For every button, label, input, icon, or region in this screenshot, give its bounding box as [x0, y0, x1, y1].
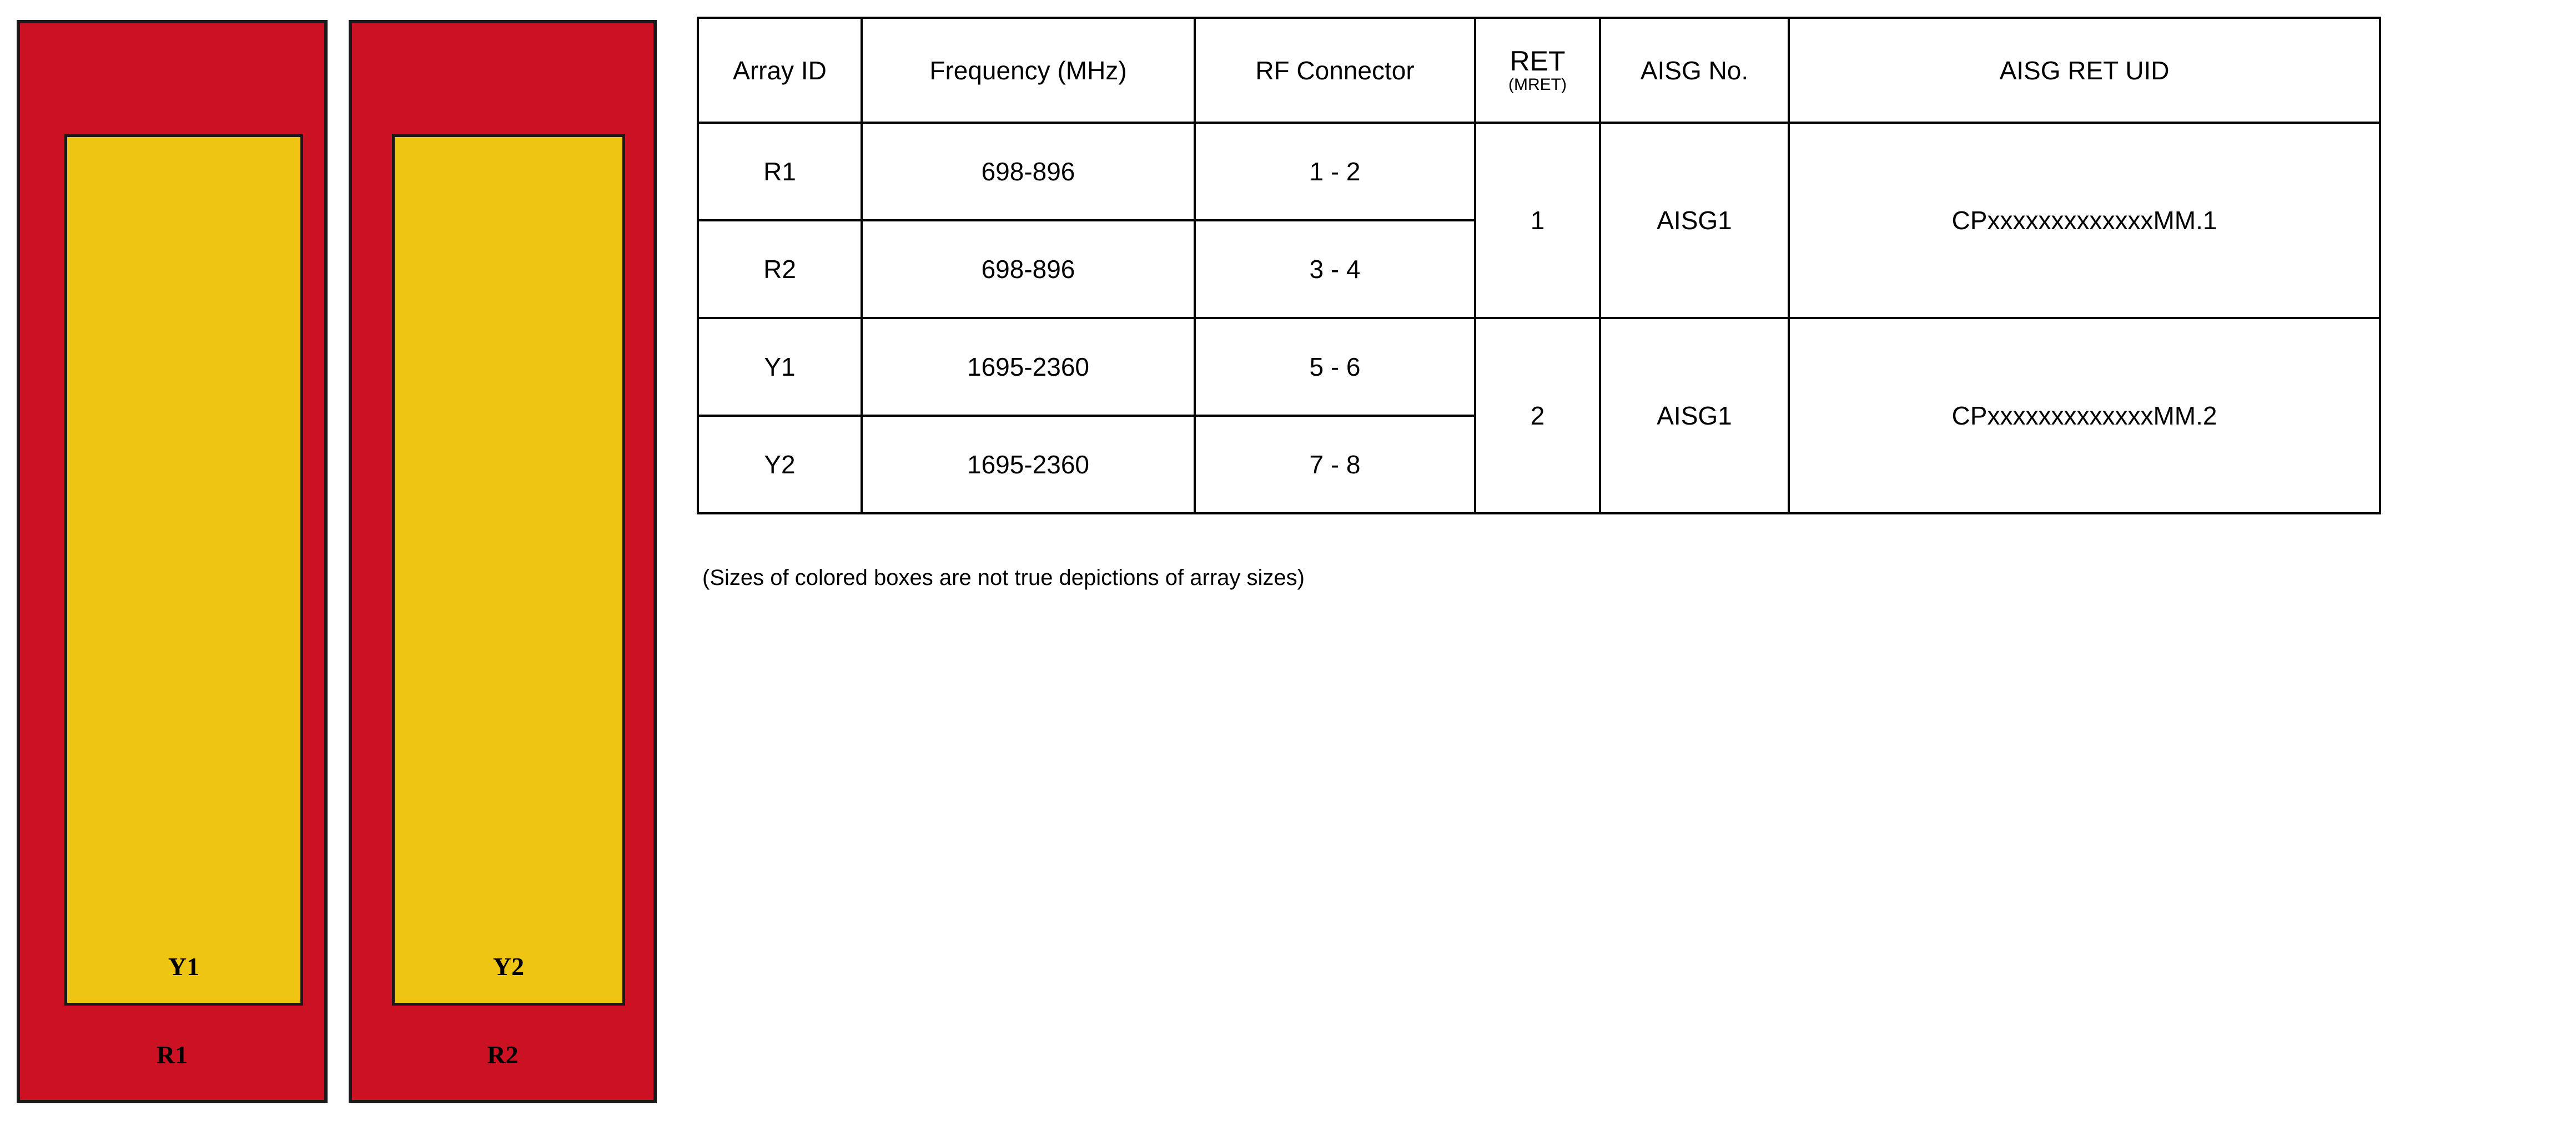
array-spec-table-area: [697, 17, 2557, 590]
antenna-array-diagram: [0, 0, 683, 1121]
cell-ret-2: 2: [1475, 318, 1600, 513]
cell-ret-1: 1: [1475, 123, 1600, 318]
cell-aisg-no-1: AISG1: [1600, 123, 1789, 318]
header-ret-sub: (MRET): [1508, 75, 1567, 94]
table-row: [698, 318, 2380, 416]
array-outer-label-r2: R2: [487, 1041, 519, 1069]
cell-rf-connector-y1: 5 - 6: [1195, 318, 1475, 416]
array-block-r1: [17, 20, 328, 1103]
header-ret-main: RET: [1510, 45, 1566, 77]
cell-aisg-ret-uid-2: CPxxxxxxxxxxxxxMM.2: [1789, 318, 2380, 513]
header-rf-connector: RF Connector: [1195, 18, 1475, 123]
header-ret: [1475, 18, 1600, 123]
cell-aisg-no-2: AISG1: [1600, 318, 1789, 513]
cell-frequency-r2: 698-896: [862, 220, 1195, 318]
array-inner-y1: [64, 134, 303, 1006]
cell-array-id-r2: R2: [698, 220, 862, 318]
array-inner-label-y2: Y2: [492, 952, 525, 981]
array-block-r2: [349, 20, 657, 1103]
header-aisg-no: AISG No.: [1600, 18, 1789, 123]
header-frequency: Frequency (MHz): [862, 18, 1195, 123]
cell-frequency-y2: 1695-2360: [862, 416, 1195, 513]
header-aisg-ret-uid: AISG RET UID: [1789, 18, 2380, 123]
cell-array-id-y1: Y1: [698, 318, 862, 416]
array-inner-label-y1: Y1: [168, 952, 200, 981]
cell-frequency-r1: 698-896: [862, 123, 1195, 220]
cell-aisg-ret-uid-1: CPxxxxxxxxxxxxxMM.1: [1789, 123, 2380, 318]
table-footnote: (Sizes of colored boxes are not true depictions of array sizes): [702, 565, 1305, 590]
cell-rf-connector-r2: 3 - 4: [1195, 220, 1475, 318]
cell-array-id-y2: Y2: [698, 416, 862, 513]
table-header-row: [698, 18, 2380, 123]
array-outer-label-r1: R1: [156, 1041, 188, 1069]
cell-rf-connector-r1: 1 - 2: [1195, 123, 1475, 220]
header-array-id: Array ID: [698, 18, 862, 123]
table-row: [698, 123, 2380, 220]
array-inner-y2: [392, 134, 625, 1006]
cell-rf-connector-y2: 7 - 8: [1195, 416, 1475, 513]
cell-array-id-r1: R1: [698, 123, 862, 220]
cell-frequency-y1: 1695-2360: [862, 318, 1195, 416]
array-spec-table: [697, 17, 2381, 514]
